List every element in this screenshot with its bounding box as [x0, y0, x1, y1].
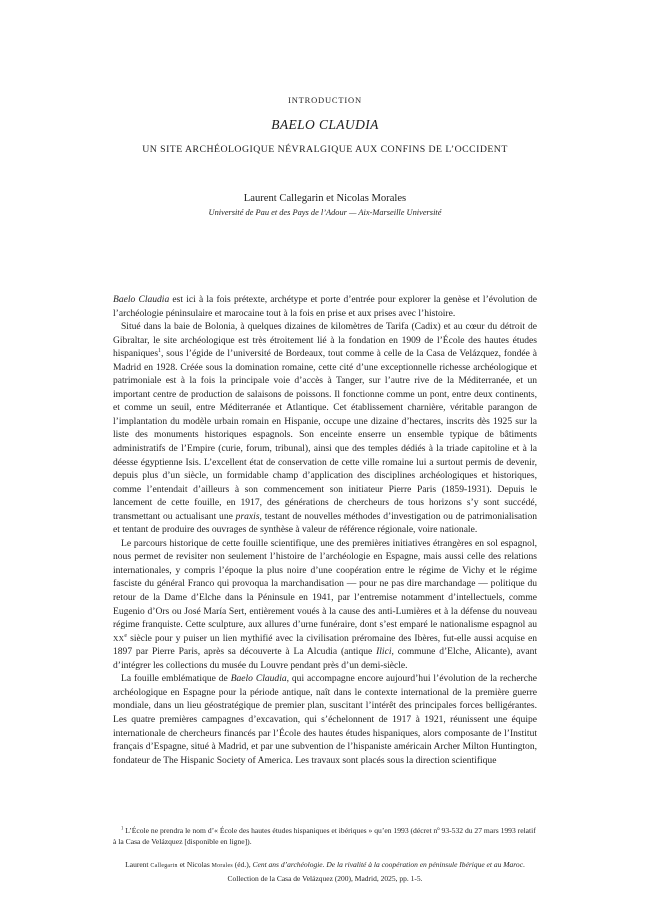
praxis-italic: praxis — [235, 510, 260, 522]
chapter-subtitle: UN SITE ARCHÉOLOGIQUE NÉVRALGIQUE AUX CONFINS DE L’OCCIDENT — [142, 144, 508, 155]
paragraph-2-part3: , testant de nouvelles méthodes d’investigation ou de patrimonialisation et tentant de produire des ouvrages de synthèse à valeur de référence régionale, voire nationale. — [113, 510, 537, 536]
paragraph-2-part1: Situé dans la baie de Bolonia, à quelques dizaines de kilomètres de Tarifa (Cadix) et au cœur du détroit de Gibraltar, le site archéologique est très étroitement lié à la fondation en 1909 de l’École des hautes études hispaniques — [113, 321, 537, 360]
chapter-title: BAELO CLAUDIA — [271, 117, 379, 132]
credit-editor-mid: et Nicolas — [177, 860, 212, 869]
paragraph-4-part2: , qui accompagne encore aujourd’hui l’évolution de la recherche archéologique en Espagne pour la période antique, naît dans le contexte international de la première guerre mondiale, dans un lieu géostratégique de premier plan, suscitant l’intérêt des principales forces belligérantes. Les quatre premières campagnes d’excavation, qui s’échelonnent de 1917 à 1921, réunissent une équipe internationale de chercheurs financés par l’École des hautes études hispaniques, alors composante de l’Institut français d’Espagne, situé à Madrid, et par une subvention de l’hispaniste américain Archer Milton Huntington, fondateur de The Hispanic Society of America. Les travaux sont placés sous la direction scientifique — [113, 673, 537, 766]
citation-credit — [113, 859, 537, 885]
credit-editor-first: Laurent — [125, 860, 151, 869]
paragraph-1 — [113, 293, 537, 320]
credit-book-title: Cent ans d’archéologie. De la rivalité à la coopération en péninsule Ibérique et au Maroc — [252, 860, 523, 869]
credit-editor-role: (éd.), — [232, 860, 253, 869]
century-numeral: XX — [113, 633, 125, 643]
body-text — [113, 293, 537, 767]
credit-publication-details: . Collection de la Casa de Velázquez (200), Madrid, 2025, pp. 1-5. — [227, 860, 525, 883]
paragraph-3-part3: , commune d’Elche, Alicante), avant d’intégrer les collections du musée du Louvre pendant près d’un demi-siècle. — [113, 646, 537, 671]
footnote-number: 1 — [121, 826, 124, 832]
site-name-italic: Baelo Claudia — [113, 294, 170, 305]
site-name-italic-2: Baelo Claudia — [230, 673, 287, 685]
paragraph-3-part2: siècle pour y puiser un lien mythifié avec la civilisation préromaine des Ibères, fut-elle aussi acquise en 1897 par Pierre Paris, après sa découverte à La Alcudia (antique — [113, 632, 537, 658]
paragraph-2 — [113, 320, 537, 537]
paragraph-4 — [113, 672, 537, 767]
ilici-italic: Ilici — [376, 646, 392, 658]
footnote — [113, 825, 537, 847]
paragraph-3 — [113, 537, 537, 672]
chapter-kicker: INTRODUCTION — [288, 95, 362, 105]
footnote-text: L’École ne prendra le nom d’« École des hautes études hispaniques et ibériques » qu’en 1993 (décret nº 93-532 du 27 mars 1993 relatif à la Casa de Velázquez [disponible en ligne]). — [113, 826, 536, 846]
paragraph-4-part1: La fouille emblématique de — [121, 673, 231, 685]
paragraph-1-text: est ici à la fois prétexte, archétype et porte d’entrée pour explorer la genèse et l’évolution de l’archéologie péninsulaire et marocaine tout à la fois en prise et aux prises avec l’histoire. — [113, 294, 538, 319]
century-suffix: e — [124, 632, 127, 639]
paragraph-2-part2: , sous l’égide de l’université de Bordeaux, tout comme à celle de la Casa de Velázquez, fondée à Madrid en 1928. Créée sous la domination romaine, cette cité d’une exceptionnelle richesse archéologique et patrimoniale est à la fois la principale voie d’accès à Tanger, sur l’autre rive de la Méditerranée, et un important centre de production de salaisons de poissons. Il fonctionne comme un pont, entre deux continents, et comme un seuil, entre Méditerranée et Atlantique. Cet établissement charnière, véritable parangon de l’implantation du modèle urbain romain en Hispanie, occupe une dizaine d’hectares, inscrits dès 1925 sur la liste des monuments historiques espagnols. Son enceinte enserre un ensemble typique de bâtiments administratifs de l’Empire (curie, forum, tribunal), ainsi que des temples dédiés à la triade capitoline et à la déesse égyptienne Isis. L’excellent état de conservation de cette ville romaine lui a surtout permis de devenir, depuis plus d’un siècle, un formidable champ d’application des disciplines archéologiques et historiques, comme l’entendait d’ailleurs à son commencement son initiateur Pierre Paris (1859-1931). Depuis le lancement de cette fouille, en 1917, des générations de chercheurs de tous horizons s’y sont succédé, transmettant ou actualisant une — [113, 348, 537, 522]
author-affiliation: Université de Pau et des Pays de l’Adour — Aix-Marseille Université — [208, 208, 442, 217]
chapter-authors: Laurent Callegarin et Nicolas Morales — [243, 193, 407, 204]
credit-editor-last-2: Morales — [211, 863, 233, 869]
paragraph-3-part1: Le parcours historique de cette fouille scientifique, une des premières initiatives étrangères en sol espagnol, nous permet de revisiter non seulement l’histoire de l’archéologie en Espagne, mais aussi celle des relations internationales, y compris l’époque la plus noire d’une coopération entre le régime de Vichy et le régime fasciste du général Franco qui provoqua la marchandisation — pour ne pas dire marchandage — politique du retour de la Dame d’Elche dans la Péninsule en 1941, par l’entremise notamment d’intellectuels, comme Eugenio d’Ors ou José María Sert, entièrement voués à la cause des anti-Lumières et à la défense du nouveau régime franquiste. Cette sculpture, aux allures d’urne funéraire, dont s’est emparé le nationalisme espagnol au — [113, 537, 537, 631]
credit-editor-last-1: Callegarin — [150, 863, 178, 869]
footnote-ref[interactable]: 1 — [158, 348, 162, 355]
